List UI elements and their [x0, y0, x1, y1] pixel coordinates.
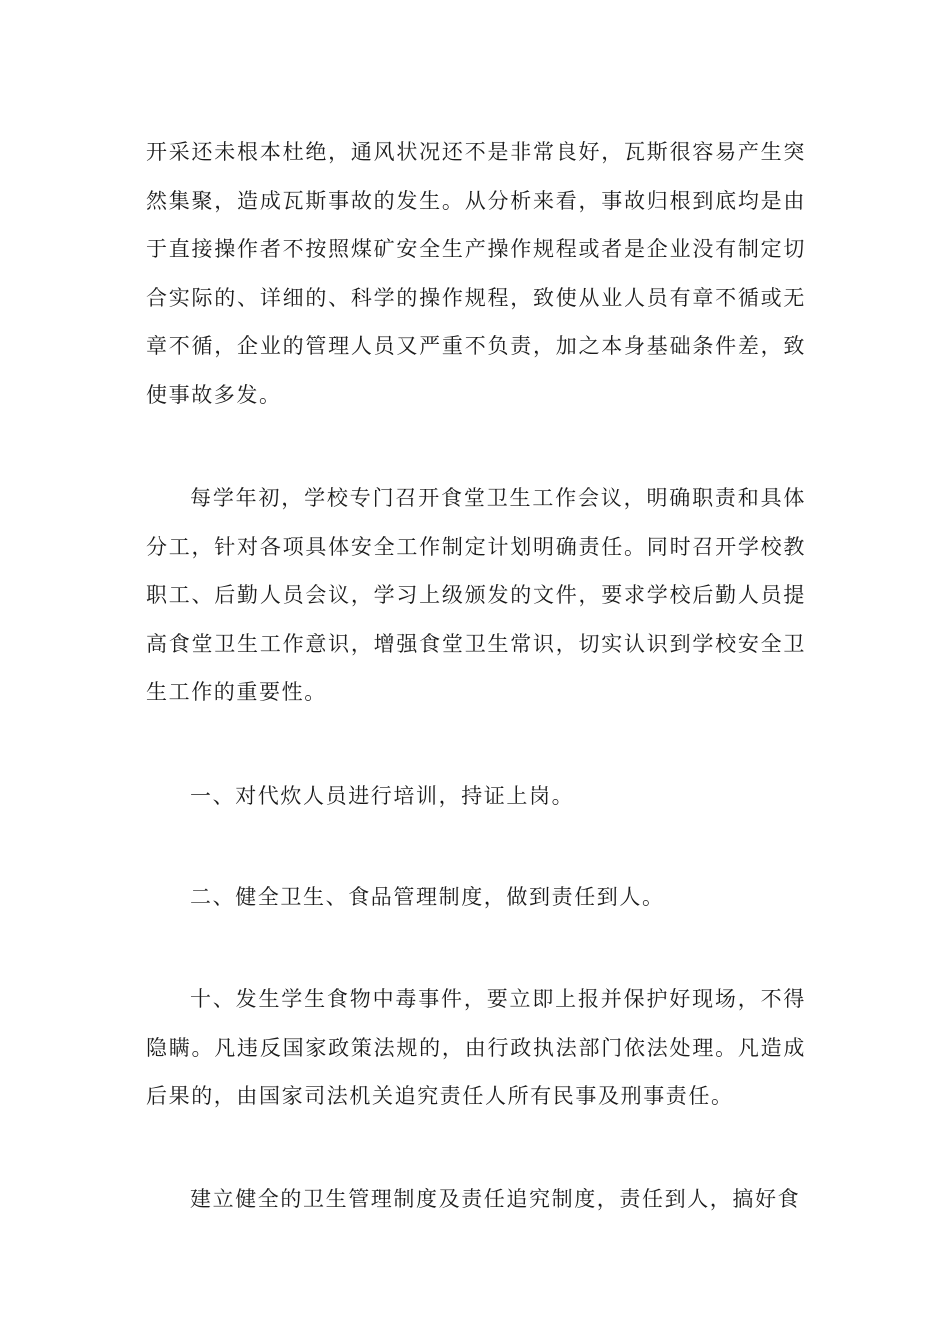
paragraph-3: 一、对代炊人员进行培训，持证上岗。: [190, 784, 575, 808]
paragraph-2: 每学年初，学校专门召开食堂卫生工作会议，明确职责和具体分工，针对各项具体安全工作制定计划明确责任。同时召开学校教职工、后勤人员会议，学习上级颁发的文件，要求学校后勤人员提高食堂卫生工作意识，增强食堂卫生常识，切实认识到学校安全卫生工作的重要性。: [146, 486, 806, 705]
paragraph-4: 二、健全卫生、食品管理制度，做到责任到人。: [190, 885, 665, 909]
paragraph-5: 十、发生学生食物中毒事件，要立即上报并保护好现场，不得隐瞒。凡违反国家政策法规的，由行政执法部门依法处理。凡造成后果的，由国家司法机关追究责任人所有民事及刑事责任。: [146, 987, 806, 1109]
paragraph-1: 开采还未根本杜绝，通风状况还不是非常良好，瓦斯很容易产生突然集聚，造成瓦斯事故的发生。从分析来看，事故归根到底均是由于直接操作者不按照煤矿安全生产操作规程或者是企业没有制定切合实际的、详细的、科学的操作规程，致使从业人员有章不循或无章不循，企业的管理人员又严重不负责，加之本身基础条件差，致使事故多发。: [146, 140, 806, 407]
paragraph-6: 建立健全的卫生管理制度及责任追究制度，责任到人，搞好食: [190, 1187, 801, 1211]
